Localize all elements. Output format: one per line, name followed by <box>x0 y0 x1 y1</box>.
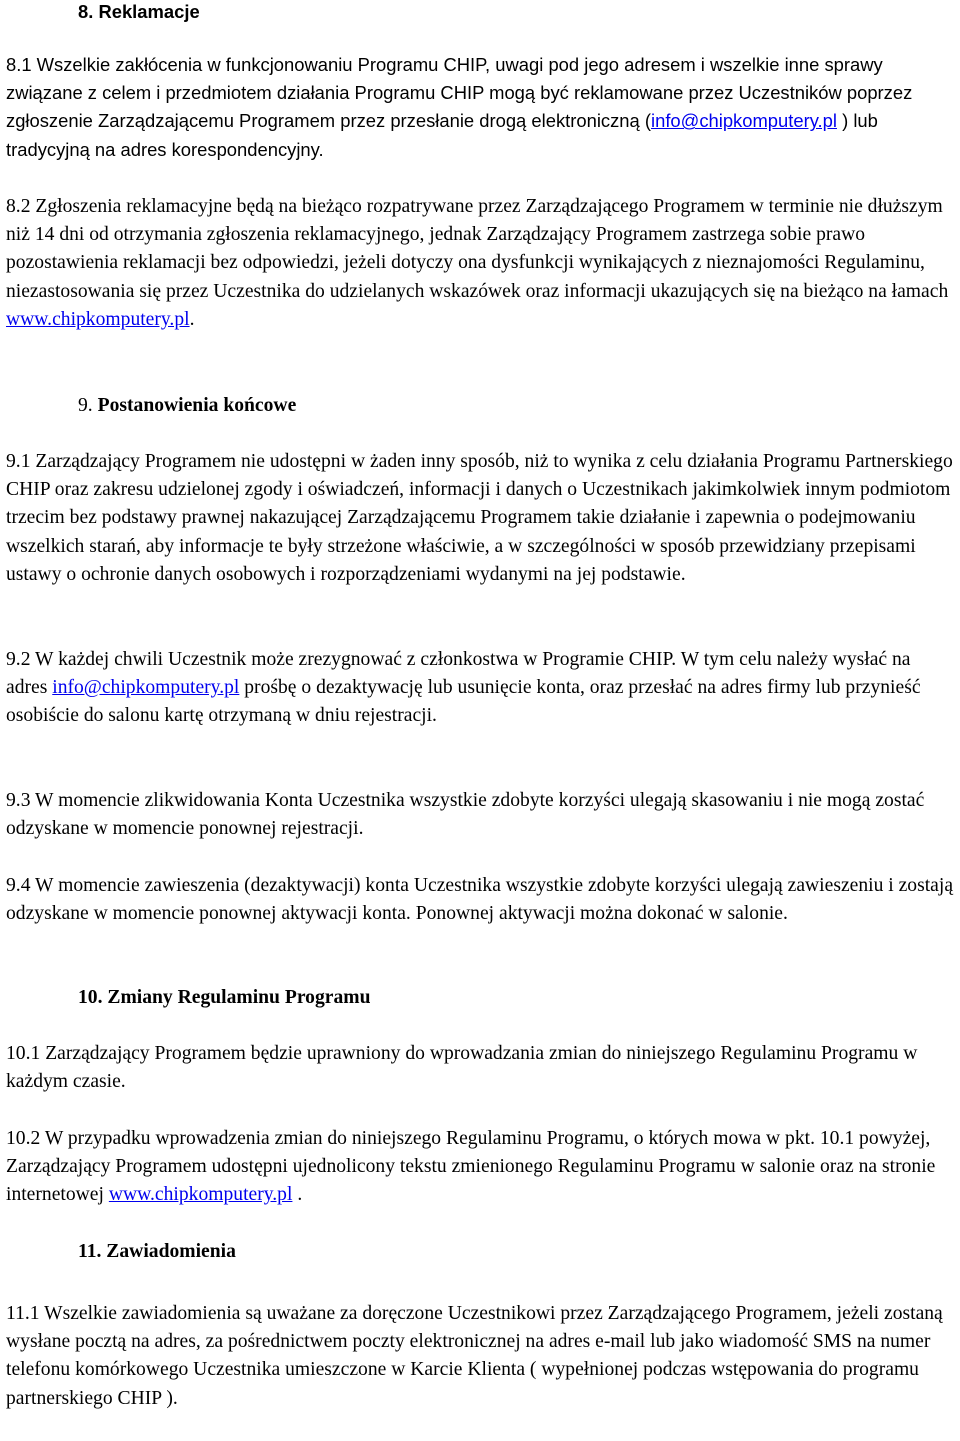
section-9-heading <box>78 392 296 420</box>
section-9-number: 9. <box>78 395 93 416</box>
email-link[interactable]: info@chipkomputery.pl <box>651 110 837 132</box>
paragraph-8-1 <box>6 51 956 164</box>
paragraph-8-2 <box>6 193 956 334</box>
paragraph-11-1: 11.1 Wszelkie zawiadomienia są uważane za doręczone Uczestnikowi przez Zarządzającego Programem, jeżeli zostaną wysłane pocztą na adres, za pośrednictwem poczty elektronicznej na adres e-mail lub jako wiadomość SMS na numer telefonu komórkowego Uczestnika umieszczone w Karcie Klienta ( wypełnionej podczas wstępowania do programu partnerskiego CHIP ). <box>6 1303 943 1409</box>
section-10-heading: 10. Zmiany Regulaminu Programu <box>78 987 371 1008</box>
website-link[interactable]: www.chipkomputery.pl <box>6 308 190 330</box>
paragraph-8-1-after: ) lub tradycyjną na adres korespondencyjny. <box>6 110 878 160</box>
paragraph-9-1: 9.1 Zarządzający Programem nie udostępni w żaden inny sposób, niż to wynika z celu działania Programu Partnerskiego CHIP oraz zakresu udzielonej zgody i oświadczeń, informacji i danych o Uczestnikach jakimkolwiek innym podmiotom trzecim bez podstawy prawnej nakazującej Zarządzającemu Programem takie działanie i zapewnia o podejmowaniu wszelkich starań, aby informacje te były strzeżone właściwie, a w szczególności w sposób przewidziany przepisami ustawy o ochronie danych osobowych i rozporządzeniami wydanymi na jej podstawie. <box>6 451 953 585</box>
section-8-heading: 8. Reklamacje <box>78 1 200 22</box>
paragraph-9-2-after: prośbę o dezaktywację lub usunięcie konta, oraz przesłać na adres firmy lub przynieść osobiście do salonu kartę otrzymaną w dniu rejestracji. <box>6 677 921 727</box>
paragraph-10-1: 10.1 Zarządzający Programem będzie uprawniony do wprowadzania zmian do niniejszego Regulaminu Programu w każdym czasie. <box>6 1043 918 1093</box>
paragraph-9-2-text: 9.2 W każdej chwili Uczestnik może zrezygnować z członkostwa w Programie CHIP. W tym celu należy wysłać na adres <box>6 649 911 699</box>
email-link[interactable]: info@chipkomputery.pl <box>52 677 240 699</box>
paragraph-10-2-after: . <box>292 1184 303 1206</box>
website-link[interactable]: www.chipkomputery.pl <box>108 1184 293 1206</box>
paragraph-8-2-text: 8.2 Zgłoszenia reklamacyjne będą na bieżąco rozpatrywane przez Zarządzającego Programem w terminie nie dłuższym niż 14 dni od otrzymania zgłoszenia reklamacyjnego, jednak Zarządzający Programem zastrzega sobie prawo pozostawienia reklamacji bez odpowiedzi, jeżeli dotyczy ona dysfunkcji wynikających z nieznajomości Regulaminu, niezastosowania się przez Uczestnika do udzielanych wskazówek oraz informacji ukazujących się na bieżąco na łamach <box>6 196 949 302</box>
paragraph-9-4: 9.4 W momencie zawieszenia (dezaktywacji) konta Uczestnika wszystkie zdobyte korzyści ulegają zawieszeniu i zostają odzyskane w momencie ponownej aktywacji konta. Ponownej aktywacji można dokonać w salonie. <box>6 875 954 925</box>
section-11-heading: 11. Zawiadomienia <box>78 1241 236 1262</box>
paragraph-10-2-text: 10.2 W przypadku wprowadzenia zmian do niniejszego Regulaminu Programu, o których mowa w pkt. 10.1 powyżej, Zarządzający Programem udostępni ujednolicony tekstu zmienionego Regulaminu Programu w salonie oraz na stronie internetowej <box>6 1128 936 1206</box>
paragraph-10-2 <box>6 1125 956 1210</box>
paragraph-9-3: 9.3 W momencie zlikwidowania Konta Uczestnika wszystkie zdobyte korzyści ulegają skasowaniu i nie mogą zostać odzyskane w momencie ponownej rejestracji. <box>6 790 925 840</box>
paragraph-8-2-after: . <box>189 308 195 330</box>
section-9-title: Postanowienia końcowe <box>92 395 297 416</box>
paragraph-9-2 <box>6 646 956 731</box>
paragraph-8-1-text: 8.1 Wszelkie zakłócenia w funkcjonowaniu Programu CHIP, uwagi pod jego adresem i wszelkie inne sprawy związane z celem i przedmiotem działania Programu CHIP mogą być reklamowane przez Uczestników poprzez zgłoszenie Zarządzającemu Programem przez przesłanie drogą elektroniczną ( <box>6 54 913 132</box>
